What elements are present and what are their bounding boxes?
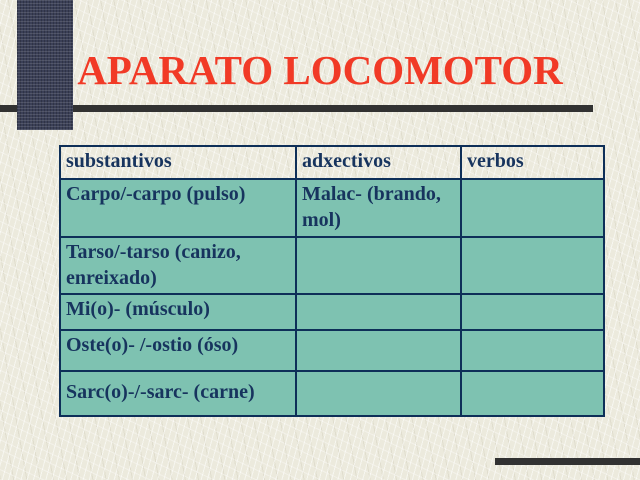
table-cell: Malac- (brando, mol) xyxy=(296,179,461,237)
table-row xyxy=(60,371,604,416)
table-cell: Tarso/-tarso (canizo, enreixado) xyxy=(60,237,296,294)
table-row xyxy=(60,179,604,237)
bottom-right-decor-rule xyxy=(495,458,640,465)
table-cell: Sarc(o)-/-sarc- (carne) xyxy=(60,371,296,416)
col-header-adxectivos: adxectivos xyxy=(296,146,461,179)
table-row xyxy=(60,330,604,371)
table-row xyxy=(60,294,604,330)
page-title: APARATO LOCOMOTOR xyxy=(77,47,563,93)
table-header-row xyxy=(60,146,604,179)
table-cell xyxy=(296,237,461,294)
table-cell xyxy=(461,371,604,416)
col-header-verbos: verbos xyxy=(461,146,604,179)
table-cell xyxy=(461,179,604,237)
table-cell xyxy=(461,294,604,330)
table-cell xyxy=(296,371,461,416)
table-cell: Mi(o)- (músculo) xyxy=(60,294,296,330)
table-cell xyxy=(296,330,461,371)
title-underline-rule xyxy=(0,105,593,112)
col-header-substantivos: substantivos xyxy=(60,146,296,179)
table-cell xyxy=(296,294,461,330)
table-cell xyxy=(461,330,604,371)
table-cell xyxy=(461,237,604,294)
table-row xyxy=(60,237,604,294)
table-cell: Carpo/-carpo (pulso) xyxy=(60,179,296,237)
vocabulary-table xyxy=(59,145,605,417)
left-decor-bar xyxy=(17,0,73,130)
table-cell: Oste(o)- /-ostio (óso) xyxy=(60,330,296,371)
